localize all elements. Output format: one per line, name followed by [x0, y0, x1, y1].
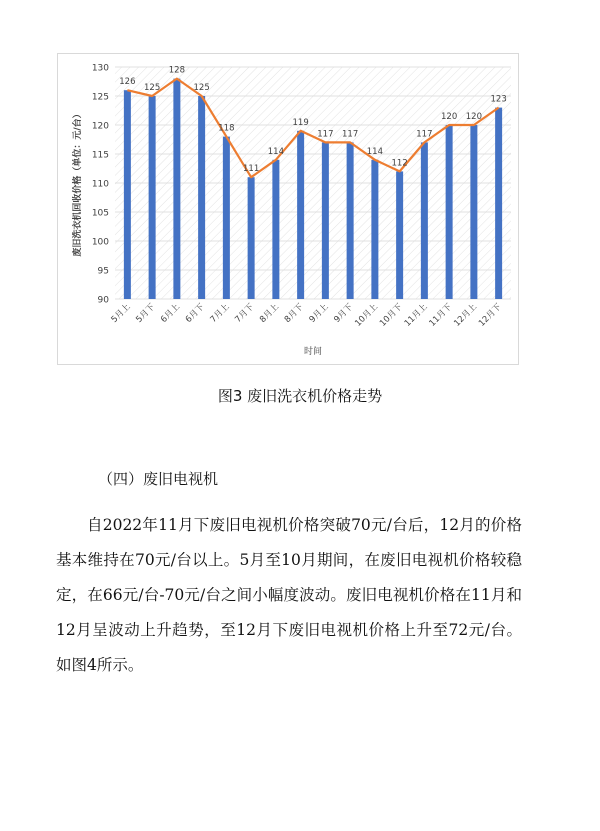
- data-label: 114: [366, 146, 383, 157]
- y-tick-label: 120: [91, 121, 109, 132]
- bar: [371, 160, 378, 299]
- section-heading: （四）废旧电视机: [98, 470, 219, 488]
- data-label: 120: [441, 112, 458, 122]
- bar: [470, 125, 477, 299]
- bar: [347, 142, 354, 299]
- data-label: 112: [391, 158, 408, 169]
- x-tick-label: 8月上: [258, 302, 281, 325]
- data-label: 117: [416, 129, 433, 140]
- data-label: 125: [144, 83, 161, 93]
- bar: [198, 96, 205, 299]
- x-tick-label: 7月下: [233, 302, 257, 325]
- data-label: 114: [267, 146, 284, 157]
- y-tick-label: 105: [91, 208, 109, 219]
- chart-container: [57, 53, 519, 365]
- bar: [421, 142, 428, 299]
- x-tick-label: 9月下: [332, 302, 356, 325]
- bar: [223, 137, 230, 299]
- bar: [149, 96, 156, 299]
- y-tick-label: 125: [91, 92, 109, 103]
- x-axis-title: 时间: [303, 347, 323, 357]
- x-tick-label: 5月上: [109, 302, 133, 325]
- data-label: 126: [119, 77, 136, 88]
- y-tick-label: 130: [91, 63, 109, 74]
- bar: [446, 125, 453, 299]
- data-label: 125: [193, 83, 210, 93]
- data-label: 123: [490, 94, 507, 105]
- x-tick-label: 6月下: [183, 302, 207, 325]
- data-label: 119: [292, 117, 309, 128]
- bar: [396, 171, 403, 299]
- x-tick-label: 9月上: [307, 302, 331, 325]
- data-label: 111: [243, 164, 260, 175]
- y-tick-label: 90: [97, 295, 109, 306]
- bar: [322, 142, 329, 299]
- x-tick-label: 10月下: [377, 302, 405, 329]
- data-label: 117: [342, 129, 359, 140]
- y-axis-title: 废旧洗衣机回收价格（单位：元/台）: [73, 109, 83, 257]
- y-tick-label: 115: [91, 150, 109, 161]
- x-tick-label: 12月上: [452, 302, 479, 329]
- data-label: 117: [317, 129, 334, 140]
- data-label: 120: [465, 112, 482, 122]
- bar: [495, 108, 502, 299]
- data-label: 118: [218, 123, 235, 134]
- bar: [173, 79, 180, 299]
- x-tick-label: 7月上: [208, 302, 232, 325]
- x-tick-label: 11月上: [402, 302, 430, 329]
- x-tick-label: 8月下: [282, 302, 306, 325]
- figure-caption: 图3 废旧洗衣机价格走势: [217, 387, 383, 405]
- bar: [272, 160, 279, 299]
- bar-line-chart: [58, 54, 520, 366]
- y-tick-label: 100: [91, 237, 109, 248]
- bar: [248, 177, 255, 299]
- body-paragraph: 自2022年11月下废旧电视机价格突破70元/台后，12月的价格基本维持在70元/台以上。5月至10月期间，在废旧电视机价格较稳定，在66元/台-70元/台之间小幅度波动。废旧电视机价格在11月和12月呈波动上升趋势，至12月下废旧电视机价格上升至72元/台。如图4所示。: [56, 516, 522, 674]
- x-tick-label: 6月上: [159, 302, 182, 325]
- x-tick-label: 11月下: [427, 302, 455, 329]
- x-tick-label: 10月上: [353, 302, 380, 329]
- bar: [124, 90, 131, 299]
- data-label: 128: [168, 65, 185, 76]
- x-tick-label: 5月下: [134, 302, 158, 325]
- y-tick-label: 95: [97, 266, 109, 277]
- bar: [297, 131, 304, 299]
- x-tick-label: 12月下: [476, 302, 504, 329]
- y-tick-label: 110: [91, 179, 109, 190]
